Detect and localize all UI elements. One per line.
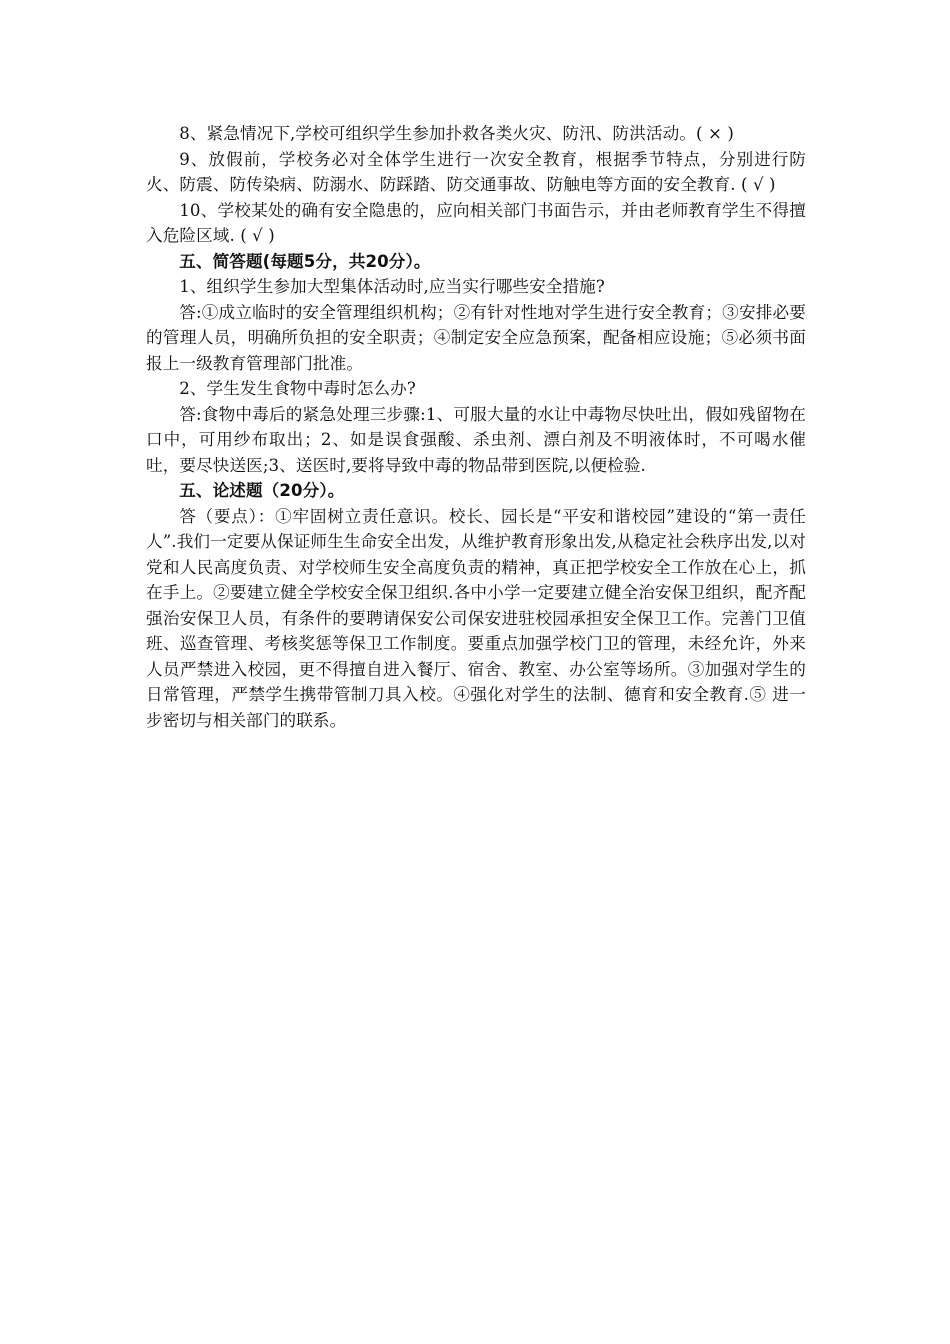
essay-answer: 答（要点）：①牢固树立责任意识。校长、园长是“平安和谐校园”建设的“第一责任人”.我们一定要从保证师生生命安全出发，从维护教育形象出发,从稳定社会秩序出发,以对党和人民高度负责、对学校师生安全高度负责的精神，真正把学校安全工作放在心上，抓在手上。②要建立健全学校安全保卫组织.各中小学一定要建立健全治安保卫组织，配齐配强治安保卫人员，有条件的要聘请保安公司保安进驻校园承担安全保卫工作。完善门卫值班、巡查管理、考核奖惩等保卫工作制度。要重点加强学校门卫的管理，未经允许，外来人员严禁进入校园，更不得擅自进入餐厅、宿舍、教室、办公室等场所。③加强对学生的日常管理，严禁学生携带管制刀具入校。④强化对学生的法制、德育和安全教育.⑤ 进一步密切与相关部门的联系。: [146, 506, 806, 730]
short-answer-answer-1: 答:①成立临时的安全管理组织机构；②有针对性地对学生进行安全教育；③安排必要的管理人员，明确所负担的安全职责；④制定安全应急预案，配备相应设施；⑤必须书面报上一级教育管理部门批准。: [146, 302, 806, 373]
short-answer-question-1: 1、组织学生参加大型集体活动时,应当实行哪些安全措施?: [179, 277, 605, 296]
question-item-8: 8、紧急情况下,学校可组织学生参加扑救各类火灾、防汛、防洪活动。( × ): [179, 124, 734, 143]
question-item-10: 10、学校某处的确有安全隐患的，应向相关部门书面告示，并由老师教育学生不得擅入危险区域. ( √ ): [146, 200, 806, 245]
section-heading-short-answer: 五、简答题(每题5分，共20分）。: [179, 251, 431, 271]
short-answer-question-2: 2、学生发生食物中毒时怎么办?: [179, 379, 416, 398]
short-answer-answer-2: 答:食物中毒后的紧急处理三步骤:1、可服大量的水让中毒物尽快吐出，假如残留物在口中，可用纱布取出；2、如是误食强酸、杀虫剂、漂白剂及不明液体时，不可喝水催吐，要尽快送医;3、送医时,要将导致中毒的物品带到医院,以便检验.: [146, 404, 806, 475]
document-body: [146, 121, 806, 733]
question-item-9: 9、放假前，学校务必对全体学生进行一次安全教育，根据季节特点，分别进行防火、防震、防传染病、防溺水、防踩踏、防交通事故、防触电等方面的安全教育. ( √ ): [146, 149, 806, 194]
section-heading-essay: 五、论述题（20分）。: [179, 481, 345, 500]
